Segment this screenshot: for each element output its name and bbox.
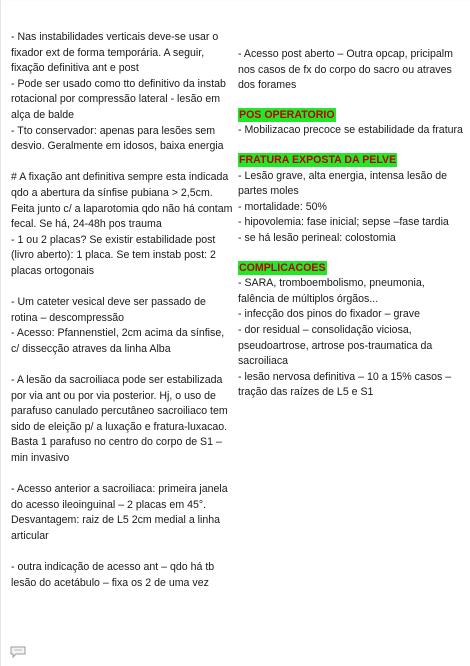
paragraph: - Acesso post aberto – Outra opcap, pricipalm nos casos de fx do corpo do sacro ou atraves dos forames (238, 48, 453, 92)
page-top-edge (1, 0, 470, 2)
paragraph: - mortalidade: 50% (238, 200, 327, 213)
left-column (11, 30, 235, 591)
paragraph: - Acesso anterior a sacroiliaca: primeira janela do acesso ileoinguinal – 2 placas em 45°. Desvantagem: raiz de L5 2cm medial a linha articular (11, 483, 228, 542)
section-pos-operatorio (238, 108, 464, 139)
paragraph: - hipovolemia: fase inicial; sepse –fase tardia (238, 216, 449, 229)
blank-line (11, 280, 235, 296)
paragraph: - se há lesão perineal: colostomia (238, 231, 396, 244)
paragraph: - 1 ou 2 placas? Se existir estabilidade post (livro aberto): 1 placa. Se tem instab post: 2 placas ortogonais (11, 233, 216, 277)
paragraph: - dor residual – consolidação viciosa, pseudoartrose, artrose pos-traumatica da sacroiliaca (238, 323, 433, 368)
paragraph: - infecção dos pinos do fixador – grave (238, 308, 420, 321)
speech-bubble-icon[interactable] (10, 645, 28, 659)
paragraph: - SARA, tromboembolismo, pneumonia, falência de múltiplos órgãos... (238, 277, 425, 305)
blank-line (11, 155, 235, 171)
blank-line (11, 357, 235, 373)
section-heading: FRATURA EXPOSTA DA PELVE (239, 153, 397, 166)
paragraph: - lesão nervosa definitiva – 10 a 15% casos – tração das raízes de L5 e S1 (238, 370, 452, 399)
paragraph: - Mobilizacao precoce se estabilidade da fratura (238, 124, 463, 137)
blank-line (11, 545, 235, 561)
blank-line (11, 467, 235, 483)
paragraph: - Acesso: Pfannenstiel, 2cm acima da sínfise, c/ dissecção atraves da linha Alba (11, 327, 225, 355)
section-fratura-exposta (238, 153, 464, 247)
paragraph: - Pode ser usado como tto definitivo da instab rotacional por compressão lateral - lesão em alça de balde (11, 77, 226, 121)
paragraph: - Lesão grave, alta energia, intensa lesão de partes moles (238, 169, 448, 198)
paragraph: - Tto conservador: apenas para lesões sem desvio. Geralmente em idosos, baixa energia (11, 124, 224, 153)
paragraph: # A fixação ant definitiva sempre esta indicada qdo a abertura da sínfise pubiana > 2,5cm. Feita junto c/ a laparotomia qdo não há contam fecal. Se há, 24-48h pos trauma (11, 171, 233, 231)
paragraph: - Um cateter vesical deve ser passado de rotina – descompressão (11, 296, 206, 324)
paragraph: - Nas instabilidades verticais deve-se usar o fixador ext de forma temporária. A seguir, fixação definitiva ant e post (11, 31, 219, 75)
section-heading: COMPLICACOES (239, 261, 326, 274)
section-complicacoes (238, 261, 464, 401)
section-heading: POS OPERATORIO (239, 108, 335, 121)
paragraph: - A lesão da sacroiliaca pode ser estabilizada por via ant ou por via posterior. Hj, o uso de parafuso canulado percutâneo sacroiliaco tem sido de eleição p/ a luxação e fratura-luxacao. Basta 1 parafuso no centro do corpo de S1 –min invasivo (11, 374, 228, 465)
right-column (238, 47, 464, 401)
paragraph: - outra indicação de acesso ant – qdo há tb lesão do acetábulo – fixa os 2 de uma vez (11, 561, 215, 589)
